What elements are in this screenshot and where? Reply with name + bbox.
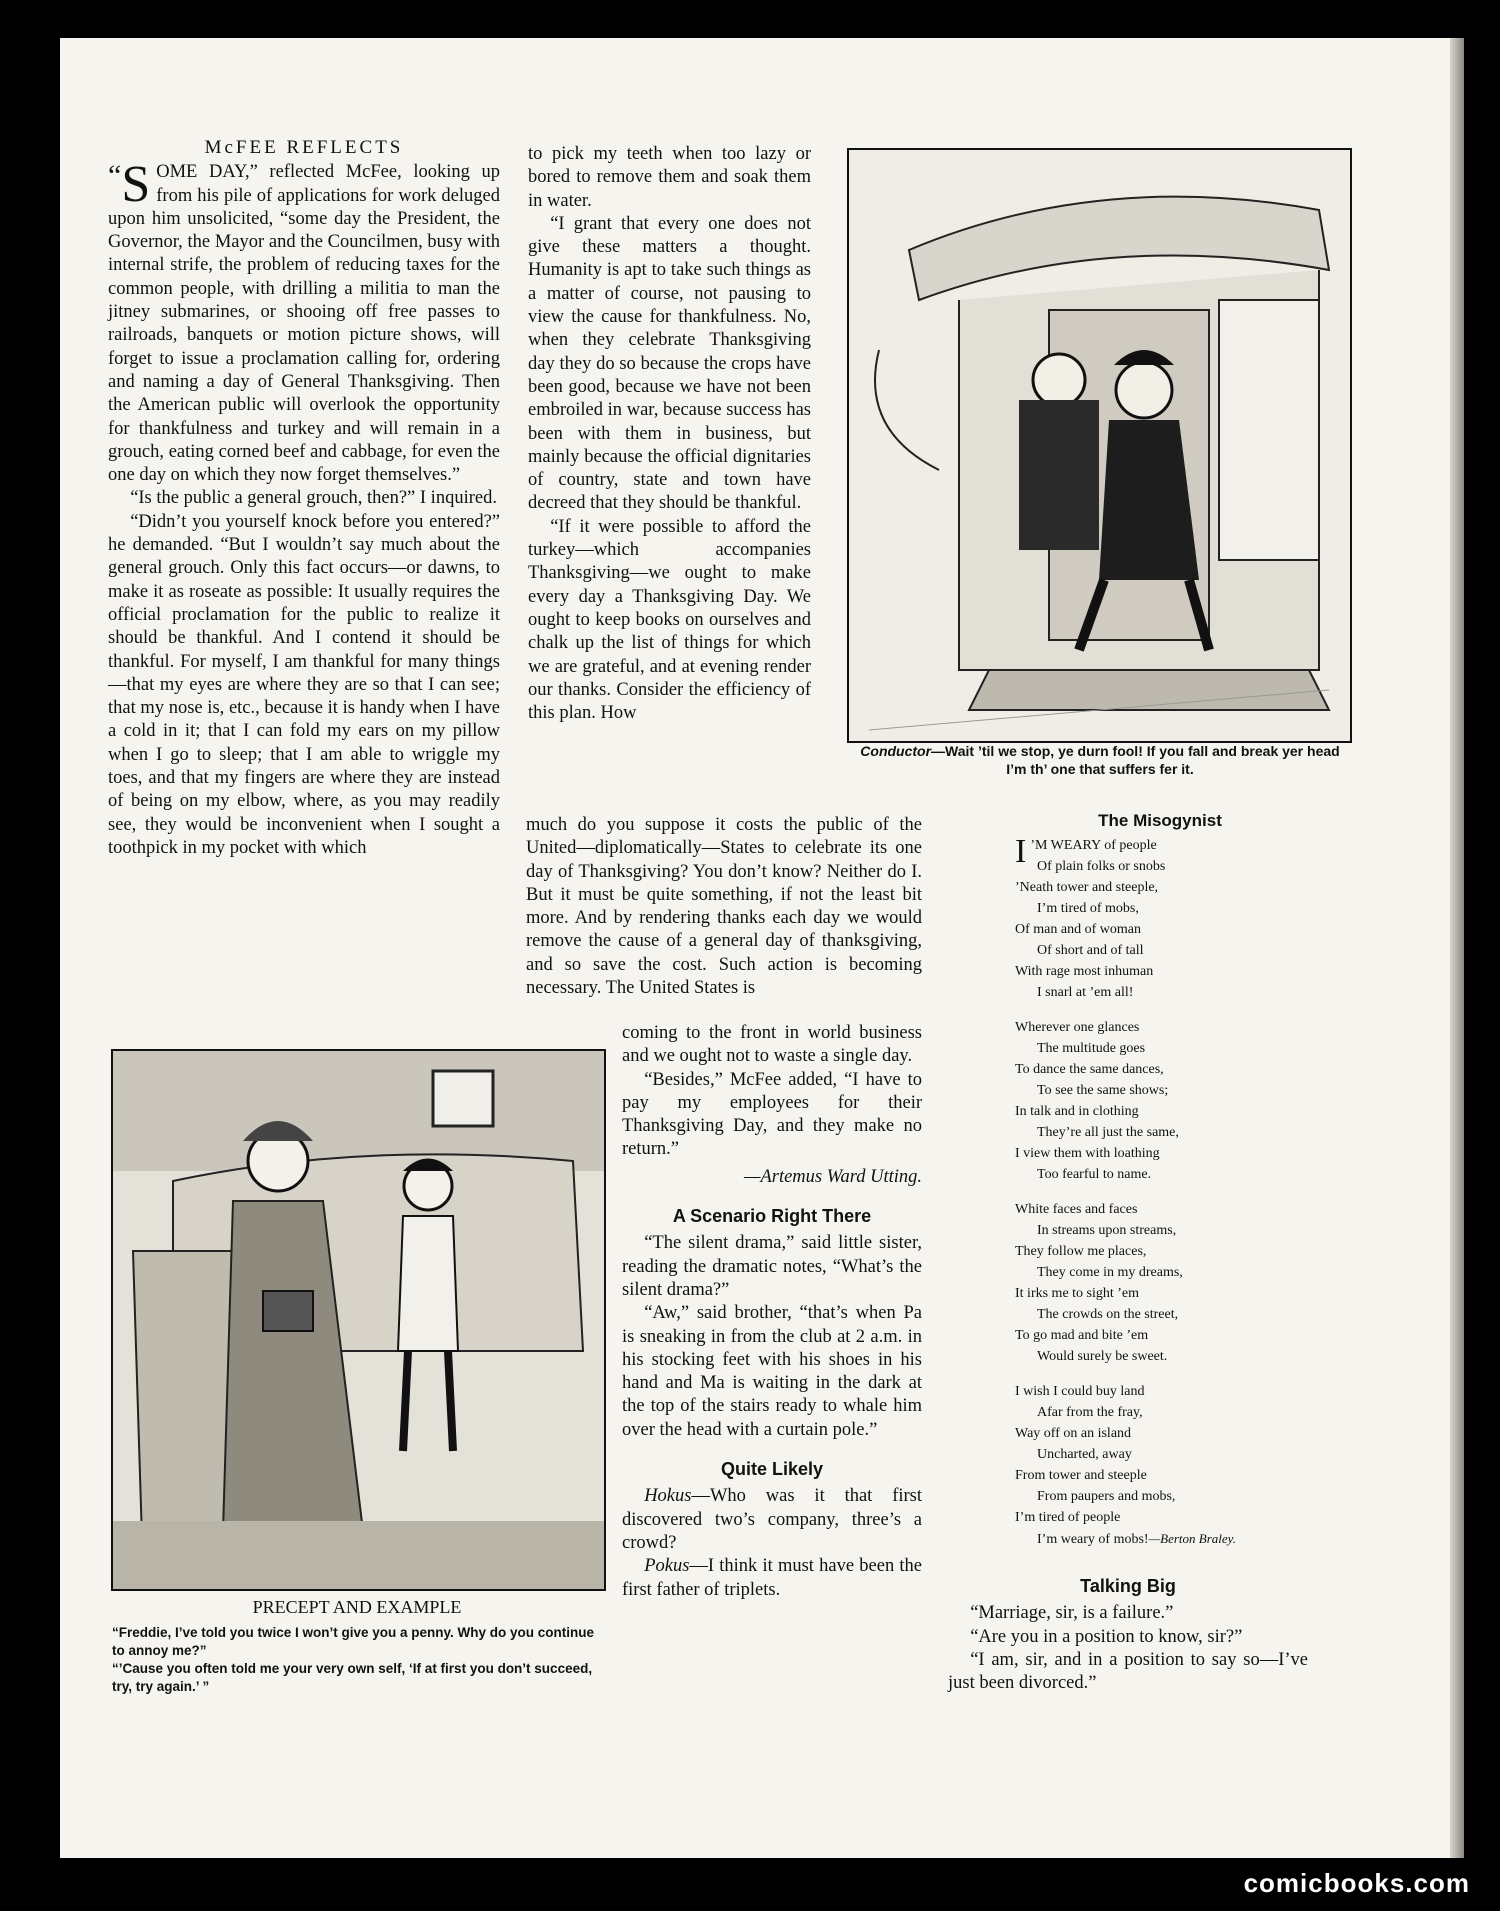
quite-likely-heading: Quite Likely [720,1459,824,1480]
talking-big-heading: Talking Big [1080,1576,1176,1596]
trolley-drawing [849,150,1350,741]
poem-line: I’m tired of people [1015,1510,1121,1525]
poem-line: It irks me to sight ’em [1015,1286,1140,1301]
scenario-heading: A Scenario Right There [672,1206,872,1227]
site-watermark: comicbooks.com [1243,1868,1470,1898]
poem-line: To dance the same dances, [1015,1062,1164,1077]
drop-cap: S [121,156,151,214]
parlor-caption-line: “’Cause you often told me your very own self, ‘If at first you don’t succeed, try, try again.’ ” [112,1661,593,1694]
poem-line: Uncharted, away [1037,1447,1132,1462]
article-paragraph: much do you suppose it costs the public of the United—diplomatically—States to celebrate its one day of Thanksgiving? You don’t know? Neither do I. But it must be quite something, if not the least bit more. And by rendering thanks each day we would remove the cause of a general day of thanksgiving, and so save the cost. Such action is becoming necessary. The United States is [526,815,922,999]
article-continuation [526,814,922,1000]
poem-line: I’m tired of mobs, [1037,901,1139,916]
poem-line: I view them with loathing [1015,1146,1160,1161]
poem-drop-cap: I [1015,833,1027,870]
poem-line: I ’M WEARY of people [1015,833,1157,870]
poem-title: The Misogynist [1098,811,1222,830]
poem-line: I wish I could buy land [1015,1384,1145,1399]
parlor-caption-block [112,1597,602,1696]
article-paragraph: to pick my teeth when too lazy or bored to remove them and soak them in water. [528,144,811,211]
article-column-2b [622,1022,922,1602]
poem-stanza [1015,1017,1305,1185]
poem-body [1015,835,1305,1550]
page-spine [1450,38,1464,1858]
cartoon-parlor-illustration [111,1049,606,1591]
poem-author: —Berton Braley. [1148,1531,1236,1546]
article-signature: —Artemus Ward Utting. [744,1166,922,1187]
cartoon-trolley-illustration [847,148,1352,743]
trolley-caption: Conductor—Wait ’til we stop, ye durn fool! If you fall and break yer head I’m th’ one that suffers fer it. [860,743,1340,777]
dialogue-line: “I am, sir, and in a position to say so—I’ve just been divorced.” [948,1649,1308,1694]
open-quote: “ [108,159,122,193]
article-paragraph: “Is the public a general grouch, then?” I inquired. [130,488,497,509]
poem-line: The multitude goes [1037,1041,1146,1056]
poem-stanza [1015,1199,1305,1367]
poem-line: With rage most inhuman [1015,964,1154,979]
parlor-drawing [113,1051,604,1589]
poem-line: In talk and in clothing [1015,1104,1139,1119]
poem-line: Would surely be sweet. [1037,1349,1168,1364]
poem-line: From paupers and mobs, [1037,1489,1176,1504]
article-column-2 [528,143,811,725]
poem-line: They follow me places, [1015,1244,1147,1259]
poem-line: Too fearful to name. [1037,1167,1152,1182]
poem-line: To see the same shows; [1037,1083,1169,1098]
scenario-paragraph: “The silent drama,” said little sister, reading the dramatic notes, “What’s the silent drama?” [622,1233,922,1300]
parlor-caption-line: “Freddie, I’ve told you twice I won’t give you a penny. Why do you continue to annoy me?” [112,1625,595,1658]
dialogue-line: “Marriage, sir, is a failure.” [970,1603,1174,1624]
poem-line: To go mad and bite ’em [1015,1328,1149,1343]
poem-line: White faces and faces [1015,1202,1138,1217]
poem-stanza [1015,835,1305,1003]
poem-line: They’re all just the same, [1037,1125,1179,1140]
poem-line: Of short and of tall [1037,943,1144,958]
poem-line: From tower and steeple [1015,1468,1147,1483]
poem-line: Way off on an island [1015,1426,1132,1441]
poem-line: Afar from the fray, [1037,1405,1143,1420]
article-paragraph: “I grant that every one does not give these matters a thought. Humanity is apt to take such things as a matter of course, not pausing to view the cause for thankfulness. No, when they celebrate Thanksgiving day they do so because the crops have been good, because we have not been embroiled in war, because success has been with them in business, but mainly because the official dignitaries of country, state and town have decreed that they should be thankful. [528,213,811,514]
article-heading: McFEE REFLECTS [204,137,404,158]
poem-line: I’m weary of mobs!—Berton Braley. [1037,1531,1236,1547]
poem-line: Wherever one glances [1015,1020,1140,1035]
article-paragraph: “If it were possible to afford the turkey—which accompanies Thanksgiving—we ought to make every day a Thanksgiving Day. We ought to keep books on ourselves and chalk up the list of things for which we are grateful, and at evening render our thanks. Consider the efficiency of this plan. How [528,516,811,724]
parlor-caption-title: PRECEPT AND EXAMPLE [252,1597,462,1617]
poem-line: I snarl at ’em all! [1037,985,1134,1000]
article-paragraph: “ S OME DAY,” reflected McFee, looking up from his pile of applications for work deluged upon him unsolicited, “some day the President, the Governor, the Mayor and the Councilmen, busy with internal strife, the problem of reducing taxes for the common people, with drilling a militia to man the jitney submarines, or shooing off free passes to railroads, banquets or motion picture shows, will forget to issue a proclamation calling for, ordering and naming a day of General Thanksgiving. Then the American public will overlook the opportunity for thankfulness and turkey and will remain in a grouch, eating corned beef and cabbage, for even the one day on which they now forget themselves.” [108,156,500,486]
poem-line: They come in my dreams, [1037,1265,1183,1280]
poem-line: Of plain folks or snobs [1037,859,1166,874]
dialogue-line: Hokus—Who was it that first discovered two’s company, three’s a crowd? [622,1486,922,1553]
dialogue-line: Pokus—I think it must have been the first father of triplets. [622,1556,922,1600]
poem-line: Of man and of woman [1015,922,1141,937]
talking-big-block [948,1575,1308,1695]
poem-block [1015,811,1305,1564]
poem-line: In streams upon streams, [1037,1223,1177,1238]
article-column-1 [108,136,500,860]
article-paragraph: coming to the front in world business and we ought not to waste a single day. [622,1023,922,1067]
poem-stanza [1015,1381,1305,1550]
poem-line: ’Neath tower and steeple, [1015,880,1159,895]
dialogue-line: “Are you in a position to know, sir?” [970,1626,1243,1647]
article-paragraph: “Didn’t you yourself knock before you entered?” he demanded. “But I wouldn’t say much about the general grouch. Only this fact occurs—or dawns, to make it as roseate as possible: It usually requires the official proclamation for the public to realize it should be thankful. And I contend it should be thankful. For myself, I am thankful for many things—that my eyes are where they are so that I can see; that my nose is, etc., because it is handy when I have a cold in it; that I can fold my ears on my pillow when I go to sleep; that I am able to wriggle my toes, and that my fingers are where they are instead of being on my elbow, where, as you may readily see, they would be inconvenient when I sought a toothpick in my pocket with which [108,511,500,858]
poem-line: The crowds on the street, [1037,1307,1179,1322]
scenario-paragraph: “Aw,” said brother, “that’s when Pa is sneaking in from the club at 2 a.m. in his stocking feet with his shoes in his hand and Ma is waiting in the dark at the top of the stairs ready to whale him over the head with a curtain pole.” [622,1303,922,1440]
article-paragraph: “Besides,” McFee added, “I have to pay my employees for their Thanksgiving Day, and they make no return.” [622,1069,922,1160]
